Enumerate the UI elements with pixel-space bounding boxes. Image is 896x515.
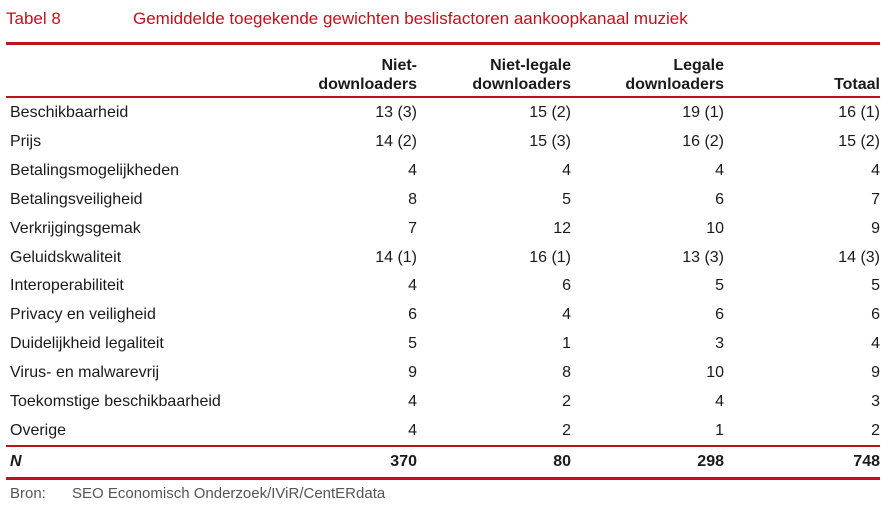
table-cell: 8 xyxy=(562,364,571,382)
row-label: Duidelijkheid legaliteit xyxy=(10,335,164,353)
table-cell: 16 (1) xyxy=(838,104,880,122)
table-row xyxy=(6,416,880,446)
table-cell: 15 (2) xyxy=(529,104,571,122)
table-cell: 4 xyxy=(408,421,417,439)
table-cell: 15 (3) xyxy=(529,133,571,151)
table-caption xyxy=(6,6,880,32)
table-cell: 4 xyxy=(562,162,571,180)
column-header-totaal: Totaal xyxy=(724,47,880,97)
table-row xyxy=(6,128,880,157)
table-cell: 13 (3) xyxy=(375,104,417,122)
source-label: Bron: xyxy=(10,485,46,502)
table-cell: 14 (3) xyxy=(838,248,880,266)
total-cell: 80 xyxy=(417,446,571,479)
table-cell: 6 xyxy=(562,277,571,295)
column-header-line: downloaders xyxy=(472,76,571,93)
table-row xyxy=(6,186,880,215)
table-row xyxy=(6,214,880,243)
row-label: Virus- en malwarevrij xyxy=(10,364,160,382)
table-cell: 6 xyxy=(715,190,724,208)
row-label: Beschikbaarheid xyxy=(10,104,129,122)
row-label: Prijs xyxy=(10,133,42,151)
table-body xyxy=(6,97,880,446)
table-cell: 2 xyxy=(562,392,571,410)
table-cell: 9 xyxy=(871,219,880,237)
table-row xyxy=(6,97,880,128)
table-cell: 6 xyxy=(871,306,880,324)
table-cell: 4 xyxy=(408,277,417,295)
table-cell: 12 xyxy=(553,219,571,237)
table-cell: 4 xyxy=(408,162,417,180)
top-rule xyxy=(6,42,880,45)
table-cell: 4 xyxy=(715,392,724,410)
column-header-line: downloaders xyxy=(318,76,417,93)
table-title: Gemiddelde toegekende gewichten beslisfactoren aankoopkanaal muziek xyxy=(133,9,688,28)
table-cell: 4 xyxy=(408,392,417,410)
table-row xyxy=(6,359,880,388)
table-cell: 10 xyxy=(706,219,724,237)
table-cell: 3 xyxy=(871,392,880,410)
table-cell: 4 xyxy=(715,162,724,180)
total-cell: 748 xyxy=(724,446,880,479)
table-cell: 1 xyxy=(562,335,571,353)
stub-header xyxy=(6,47,303,97)
total-row xyxy=(6,446,880,479)
table-row xyxy=(6,301,880,330)
table-cell: 16 (1) xyxy=(529,248,571,266)
table-cell: 16 (2) xyxy=(682,133,724,151)
table-cell: 19 (1) xyxy=(682,104,724,122)
row-label: Interoperabiliteit xyxy=(10,277,124,295)
row-label: Geluidskwaliteit xyxy=(10,248,122,266)
total-label: N xyxy=(6,446,303,479)
table-cell: 6 xyxy=(715,306,724,324)
header-row xyxy=(6,47,880,97)
total-cell: 298 xyxy=(571,446,724,479)
table-cell: 10 xyxy=(706,364,724,382)
table-cell: 2 xyxy=(562,421,571,439)
table-cell: 5 xyxy=(715,277,724,295)
column-header-niet-legale-downloaders xyxy=(417,47,571,97)
table-row xyxy=(6,157,880,186)
row-label: Overige xyxy=(10,421,67,439)
row-label: Verkrijgingsgemak xyxy=(10,219,141,237)
table-cell: 5 xyxy=(871,277,880,295)
table-row xyxy=(6,330,880,359)
table-cell: 2 xyxy=(871,421,880,439)
column-header-niet-downloaders xyxy=(303,47,417,97)
total-cell: 370 xyxy=(303,446,417,479)
column-header-line: Niet-legale xyxy=(490,57,571,74)
table-row xyxy=(6,272,880,301)
table-cell: 13 (3) xyxy=(682,248,724,266)
table-cell: 4 xyxy=(562,306,571,324)
table-cell: 7 xyxy=(871,190,880,208)
table-cell: 14 (1) xyxy=(375,248,417,266)
column-header-line: downloaders xyxy=(625,76,724,93)
table-number: Tabel 8 xyxy=(6,9,61,28)
source-text: SEO Economisch Onderzoek/IViR/CentERdata xyxy=(72,485,386,502)
table-row xyxy=(6,243,880,272)
data-table xyxy=(6,47,880,480)
source-note xyxy=(10,485,385,502)
table-cell: 8 xyxy=(408,190,417,208)
column-header-line: Niet- xyxy=(381,57,417,74)
column-header-line: Legale xyxy=(673,57,724,74)
table-cell: 4 xyxy=(871,335,880,353)
column-header-legale-downloaders xyxy=(571,47,724,97)
table-row xyxy=(6,387,880,416)
table-cell: 14 (2) xyxy=(375,133,417,151)
table-cell: 1 xyxy=(715,421,724,439)
table-cell: 9 xyxy=(408,364,417,382)
table-cell: 4 xyxy=(871,162,880,180)
table-cell: 5 xyxy=(562,190,571,208)
row-label: Betalingsmogelijkheden xyxy=(10,162,179,180)
table-cell: 5 xyxy=(408,335,417,353)
table-cell: 15 (2) xyxy=(838,133,880,151)
row-label: Toekomstige beschikbaarheid xyxy=(10,392,221,410)
table-cell: 7 xyxy=(408,219,417,237)
row-label: Betalingsveiligheid xyxy=(10,190,143,208)
table-cell: 9 xyxy=(871,364,880,382)
table-cell: 6 xyxy=(408,306,417,324)
row-label: Privacy en veiligheid xyxy=(10,306,156,324)
table-cell: 3 xyxy=(715,335,724,353)
